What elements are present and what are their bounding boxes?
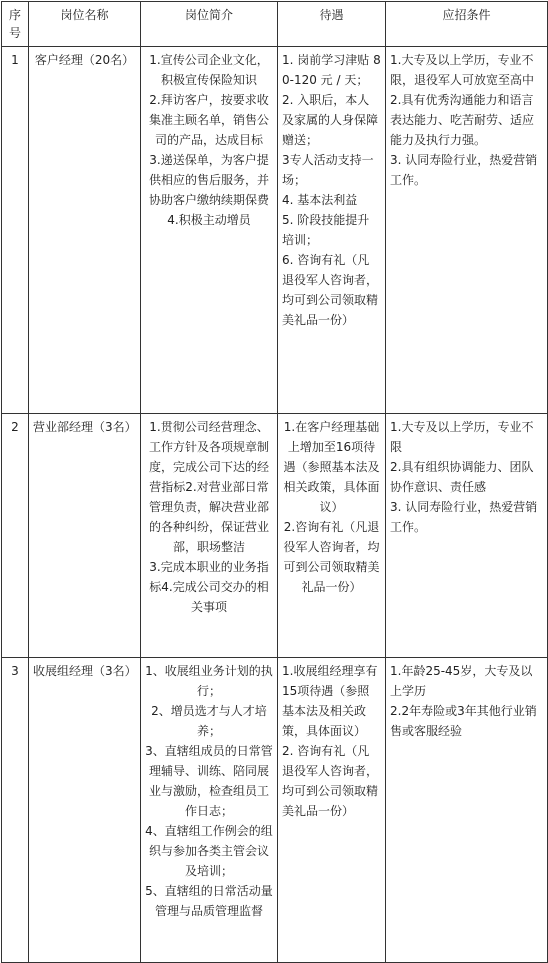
- treatment-line: 2. 入职后，本人及家属的人身保障赠送；: [282, 93, 379, 147]
- table-row: [2, 47, 548, 414]
- treatment-line: 4. 基本法利益: [282, 193, 358, 207]
- requirement-line: 1.大专及以上学历，专业不限，退役军人可放宽至高中: [390, 53, 535, 87]
- treatment-line: 1.在客户经理基础上增加至16项待遇（参照基本法及相关政策，具体面议）: [283, 420, 380, 514]
- intro-line: 1、收展组业务计划的执行；: [145, 664, 273, 698]
- treatment-line: 5. 阶段技能提升培训；: [282, 213, 370, 247]
- intro-line: 3.完成本职业的业务指标4.完成公司交办的相关事项: [149, 560, 269, 614]
- requirement-line: 1.大专及以上学历，专业不限: [390, 420, 534, 454]
- treatment-cell: [278, 658, 386, 963]
- header-row: [2, 2, 548, 47]
- requirements-cell: [386, 47, 548, 414]
- table-row: [2, 414, 548, 658]
- row-index: 2: [2, 414, 29, 658]
- requirement-line: 1.年龄25-45岁，大专及以上学历: [390, 664, 533, 698]
- intro-line: 1.宣传公司企业文化，积极宣传保险知识: [149, 53, 269, 87]
- row-index: 3: [2, 658, 29, 963]
- position-name: 营业部经理（3名）: [29, 414, 141, 658]
- treatment-line: 2. 咨询有礼（凡退役军人咨询者，均可到公司领取精美礼品一份）: [282, 744, 379, 818]
- header-name: 岗位名称: [29, 2, 141, 47]
- intro-line: 2、增员选才与人才培养；: [151, 704, 267, 738]
- requirement-line: 3. 认同寿险行业，热爱营销工作。: [390, 153, 538, 187]
- position-name: 收展组经理（3名）: [29, 658, 141, 963]
- header-requirements: 应招条件: [386, 2, 548, 47]
- header-index: 序号: [2, 2, 29, 47]
- requirement-line: 2.具有优秀沟通能力和语言表达能力、吃苦耐劳、适应能力及执行力强。: [390, 93, 535, 147]
- intro-line: 4.积极主动增员: [167, 213, 251, 227]
- row-index: 1: [2, 47, 29, 414]
- requirement-line: 2.具有组织协调能力、团队协作意识、责任感: [390, 460, 534, 494]
- intro-line: 4、直辖组工作例会的组织与参加各类主管会议及培训；: [145, 824, 273, 878]
- position-name: 客户经理（20名）: [29, 47, 141, 414]
- treatment-cell: [278, 414, 386, 658]
- treatment-line: 2.咨询有礼（凡退役军人咨询者，均可到公司领取精美礼品一份）: [283, 520, 380, 594]
- recruitment-table: [1, 1, 548, 963]
- treatment-line: 1.收展组经理享有15项待遇（参照基本法及相关政策，具体面议）: [282, 664, 378, 738]
- position-intro: [141, 414, 278, 658]
- position-intro: [141, 47, 278, 414]
- intro-line: 1.贯彻公司经营理念、工作方针及各项规章制度，完成公司下达的经营指标2.对营业部日常管理负责，解决营业部的各种纠纷，保证营业部，职场整洁: [148, 420, 269, 554]
- treatment-cell: [278, 47, 386, 414]
- table-row: [2, 658, 548, 963]
- requirement-line: 3. 认同寿险行业，热爱营销工作。: [390, 500, 538, 534]
- treatment-line: 1. 岗前学习津贴 80-120 元 / 天；: [282, 53, 381, 87]
- header-treatment: 待遇: [278, 2, 386, 47]
- treatment-line: 6. 咨询有礼（凡退役军人咨询者，均可到公司领取精美礼品一份）: [282, 253, 379, 327]
- requirements-cell: [386, 414, 548, 658]
- treatment-line: 3专人活动支持一场；: [282, 153, 374, 187]
- intro-line: 5、直辖组的日常活动量管理与品质管理监督: [145, 884, 273, 918]
- intro-line: 3.递送保单，为客户提供相应的售后服务，并协助客户缴纳续期保费: [148, 153, 269, 207]
- requirement-line: 2.2年寿险或3年其他行业销售或客服经验: [390, 704, 537, 738]
- position-intro: [141, 658, 278, 963]
- header-intro: 岗位简介: [141, 2, 278, 47]
- requirements-cell: [386, 658, 548, 963]
- intro-line: 2.拜访客户，按要求收集准主顾名单，销售公司的产品，达成目标: [148, 93, 269, 147]
- intro-line: 3、直辖组成员的日常管理辅导、训练、陪同展业与激励，检查组员工作日志；: [145, 744, 273, 818]
